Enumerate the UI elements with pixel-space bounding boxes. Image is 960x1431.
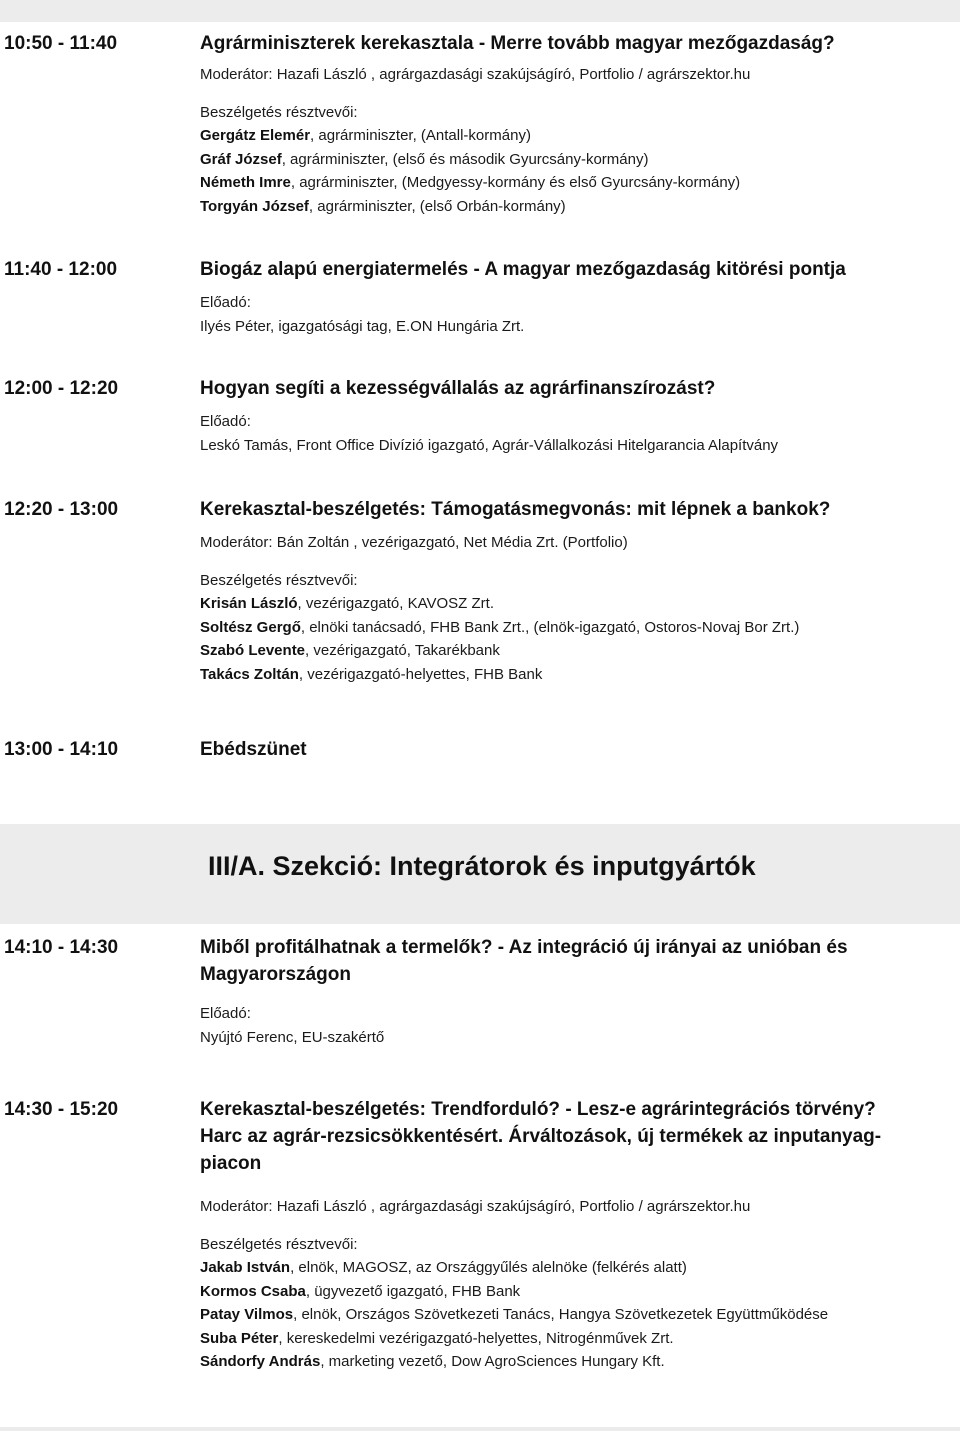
moderator-label: Moderátor: — [200, 534, 273, 551]
participant-row — [200, 171, 960, 195]
session-time: 14:10 - 14:30 — [4, 937, 119, 958]
participant-row — [200, 195, 960, 219]
participant-row — [200, 1280, 960, 1304]
participant-name: Soltész Gergő — [200, 618, 301, 636]
session-title-line: Magyarországon — [200, 964, 351, 985]
session-title: Hogyan segíti a kezességvállalás az agrárfinanszírozást? — [200, 378, 716, 399]
moderator-value: Hazafi László , agrárgazdasági szakújságíró, Portfolio / agrárszektor.hu — [276, 66, 751, 83]
session-title: Agrárminiszterek kerekasztala - Merre tovább magyar mezőgazdaság? — [200, 33, 835, 54]
speaker-value: Nyújtó Ferenc, EU-szakértő — [200, 1028, 385, 1046]
agenda-session — [0, 256, 960, 338]
speaker-label: Előadó: — [200, 1005, 251, 1022]
agenda-session — [0, 496, 960, 686]
participant-row — [200, 124, 960, 148]
session-title: Ebédszünet — [200, 739, 307, 760]
session-time: 13:00 - 14:10 — [4, 739, 119, 760]
session-time: 12:00 - 12:20 — [4, 378, 119, 399]
agenda-session — [0, 375, 960, 457]
participant-role: , elnöki tanácsadó, FHB Bank Zrt., (elnök-igazgató, Ostoros-Novaj Bor Zrt.) — [300, 618, 800, 636]
session-time: 12:20 - 13:00 — [4, 499, 119, 520]
participant-role: , agrárminiszter, (Antall-kormány) — [310, 127, 531, 144]
participant-name: Suba Péter — [200, 1329, 279, 1347]
participants-label: Beszélgetés résztvevői: — [200, 103, 358, 121]
speaker-value: Leskó Tamás, Front Office Divízió igazgató, Agrár-Vállalkozási Hitelgarancia Alapítvány — [200, 436, 779, 454]
participant-name: Kormos Csaba — [200, 1282, 306, 1300]
participants-label: Beszélgetés résztvevői: — [200, 1235, 358, 1253]
participant-row — [200, 1303, 960, 1327]
participant-role: , elnök, Országos Szövetkezeti Tanács, Hangya Szövetkezetek Együttműködése — [293, 1306, 829, 1323]
session-title-line: Kerekasztal-beszélgetés: Trendforduló? - Lesz-e agrárintegrációs törvény? — [200, 1099, 876, 1120]
participant-name: Patay Vilmos — [200, 1306, 294, 1323]
participant-name: Sándorfy András — [200, 1353, 321, 1370]
participant-name: Gráf József — [200, 150, 282, 168]
header-band — [0, 0, 960, 22]
moderator-line — [200, 63, 960, 87]
participant-row — [200, 148, 960, 172]
participant-name: Krisán László — [200, 595, 298, 612]
participants-label: Beszélgetés résztvevői: — [200, 571, 358, 589]
participant-role: , agrárminiszter, (Medgyessy-kormány és első Gyurcsány-kormány) — [290, 174, 741, 191]
moderator-value: Bán Zoltán , vezérigazgató, Net Média Zrt. (Portfolio) — [276, 534, 628, 551]
participant-name: Gergátz Elemér — [200, 127, 311, 144]
participant-row — [200, 663, 960, 687]
participant-row — [200, 1327, 960, 1351]
participant-role: , marketing vezető, Dow AgroSciences Hungary Kft. — [320, 1353, 665, 1370]
participant-name: Takács Zoltán — [200, 665, 299, 683]
participant-row — [200, 1350, 960, 1374]
participant-role: , agrárminiszter, (első és második Gyurcsány-kormány) — [281, 150, 649, 168]
session-title: Biogáz alapú energiatermelés - A magyar mezőgazdaság kitörési pontja — [200, 259, 846, 280]
speaker-label: Előadó: — [200, 413, 251, 430]
session-title-line: Miből profitálhatnak a termelők? - Az integráció új irányai az unióban és — [200, 937, 848, 958]
participant-row — [200, 1256, 960, 1280]
session-title: Kerekasztal-beszélgetés: Támogatásmegvonás: mit lépnek a bankok? — [200, 499, 831, 520]
participant-role: , ügyvezető igazgató, FHB Bank — [305, 1282, 521, 1300]
agenda-session — [0, 736, 960, 763]
participant-role: , elnök, MAGOSZ, az Országgyűlés alelnöke (felkérés alatt) — [290, 1259, 687, 1276]
session-time: 10:50 - 11:40 — [4, 33, 118, 54]
session-title-line: Harc az agrár-rezsicsökkentésért. Árváltozások, új termékek az inputanyag- — [200, 1126, 882, 1147]
participant-name: Jakab István — [200, 1259, 291, 1276]
footer-band — [0, 1427, 960, 1431]
moderator-label: Moderátor: — [200, 1198, 273, 1215]
participant-row — [200, 616, 960, 640]
participant-role: , vezérigazgató-helyettes, FHB Bank — [298, 665, 543, 683]
agenda-session — [0, 934, 960, 1049]
moderator-line — [200, 531, 960, 555]
participant-name: Szabó Levente — [200, 642, 306, 659]
participant-role: , vezérigazgató, KAVOSZ Zrt. — [297, 595, 494, 612]
session-time: 11:40 - 12:00 — [4, 259, 118, 280]
participant-role: , kereskedelmi vezérigazgató-helyettes, Nitrogénművek Zrt. — [278, 1329, 674, 1347]
session-time: 14:30 - 15:20 — [4, 1099, 119, 1120]
agenda-session — [0, 1096, 960, 1374]
section-title: III/A. Szekció: Integrátorok és inputgyártók — [208, 851, 756, 881]
speaker-label: Előadó: — [200, 294, 251, 311]
participant-name: Németh Imre — [200, 174, 291, 191]
moderator-value: Hazafi László , agrárgazdasági szakújságíró, Portfolio / agrárszektor.hu — [276, 1198, 751, 1215]
participant-row — [200, 592, 960, 616]
participant-role: , vezérigazgató, Takarékbank — [305, 642, 500, 659]
session-title-line: piacon — [200, 1153, 262, 1174]
moderator-line — [200, 1195, 960, 1219]
agenda-session — [0, 30, 960, 218]
speaker-value: Ilyés Péter, igazgatósági tag, E.ON Hungária Zrt. — [200, 317, 525, 335]
participant-row — [200, 639, 960, 663]
participant-role: , agrárminiszter, (első Orbán-kormány) — [308, 197, 566, 215]
participant-name: Torgyán József — [200, 197, 309, 215]
moderator-label: Moderátor: — [200, 66, 273, 83]
